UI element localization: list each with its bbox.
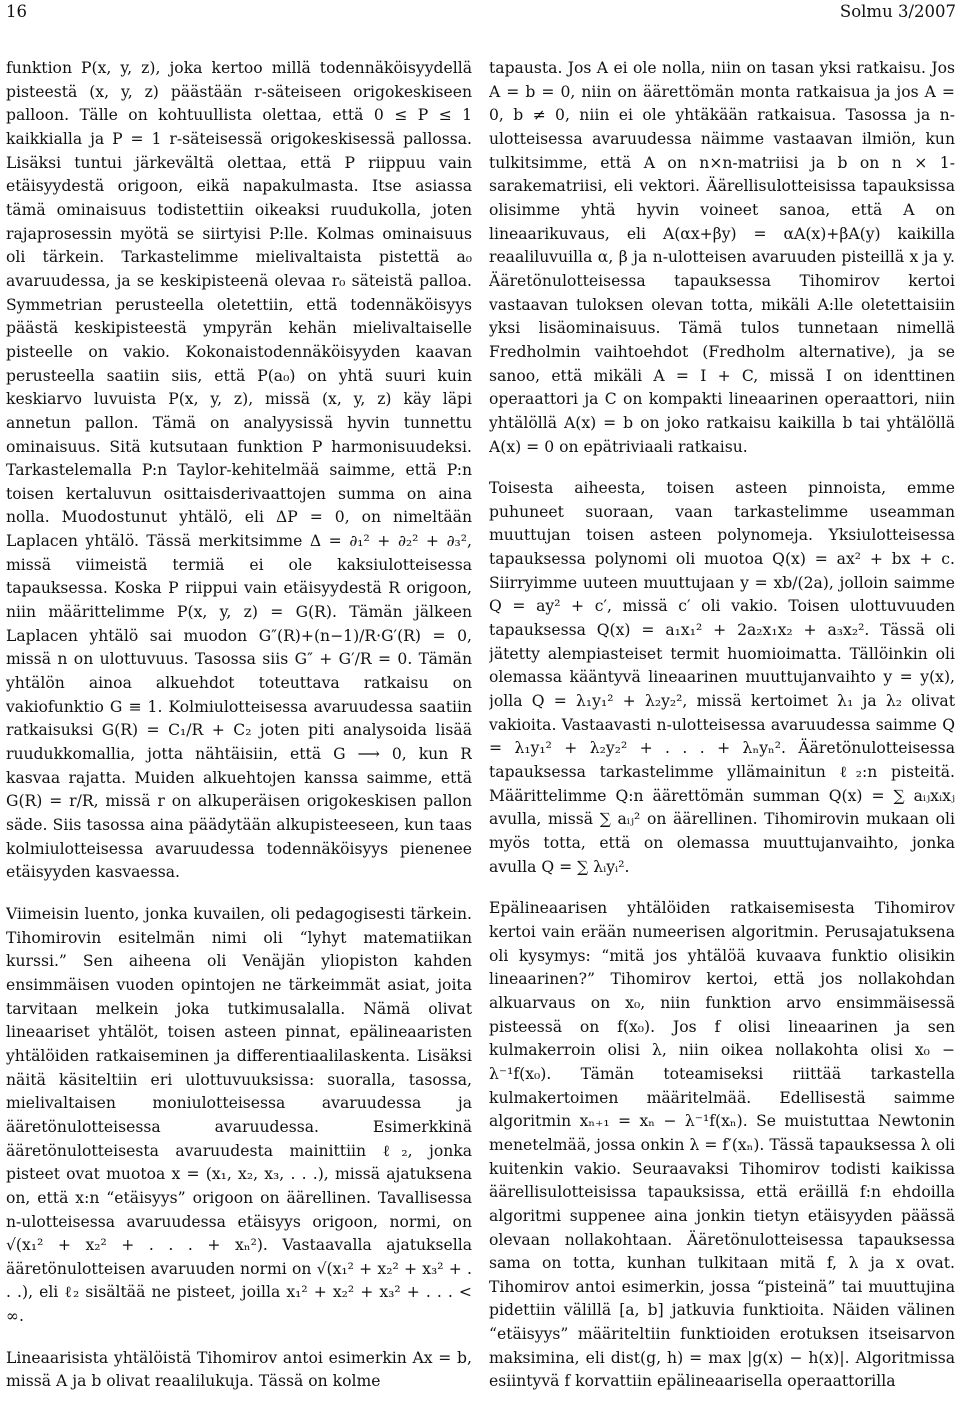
paragraph: Epälineaarisen yhtälöiden ratkaisemisesta Tihomirov kertoi vain erään numeerisen algoritmin. Perusajatuksena oli kysymys: “mitä jos yhtälöä kuvaava funktio olisikin lineaarinen?” Tihomirov kertoi, että jos nollakohdan alkuarvaus on x₀, niin funktion arvo ensimmäisessä pisteessä on f(x₀). Jos f olisi lineaarinen ja sen kulmakerroin olisi λ, niin oikea nollakohta olisi x₀ − λ⁻¹f(x₀). Tämän toteamiseksi riittää tarkastella kulmakertoimen määritelmää. Edellisestä saimme algoritmin xₙ₊₁ = xₙ − λ⁻¹f(xₙ). Se muistuttaa Newtonin menetelmää, jossa onkin λ = f′(xₙ). Tässä tapauksessa λ oli kuitenkin vakio. Seuraavaksi Tihomirov todisti kaikissa äärellisulotteisissa tapauksissa, että eräillä f:n ehdoilla algoritmi suppenee aina jonkin tietyn etäisyyden päässä olevaan nollakohtaan. Ääretönulotteisessa tapauksessa sama on totta, kunhan tulkitaan mitä f, λ ja x ovat. Tihomirov antoi esimerkin, jossa “pisteinä” tai muuttujina pidettiin välillä [a, b] jatkuvia funktioita. Näiden välinen “etäisyys” määriteltiin funktioiden erotuksen itseisarvon maksimina, eli dist(g, h) = max |g(x) − h(x)|. Algoritmissa esiintyvä f korvattiin epälineaarisella operaattorilla bbox=[489, 899, 955, 1391]
paragraph: Lineaarisista yhtälöistä Tihomirov antoi esimerkin Ax = b, missä A ja b olivat reaalilukuja. Tässä on kolme bbox=[6, 1348, 472, 1391]
journal-issue: Solmu 3/2007 bbox=[839, 2, 956, 21]
left-column bbox=[6, 57, 472, 1423]
paragraph: funktion P(x, y, z), joka kertoo millä todennäköisyydellä pisteestä (x, y, z) päästään r-säteiseen origokeskiseen palloon. Tälle on kohtuullista olettaa, että 0 ≤ P ≤ 1 kaikkialla ja P = 1 r-säteisessä origokeskisessä pallossa. Lisäksi tuntui järkevältä olettaa, että P riippuu vain etäisyydestä origoon, eikä napakulmasta. Itse asiassa tämä ominaisuus todistettiin oikeaksi ruudukolla, joten rajaprosessin myötä se siirtyisi P:lle. Kolmas ominaisuus oli tärkein. Tarkastelimme mielivaltaista pistettä a₀ avaruudessa, ja se keskipisteenä olevaa r₀ säteistä palloa. Symmetrian perusteella oletettiin, että todennäköisyys päästä keskipisteestä ympyrän kehän mielivaltaiselle pisteelle on vakio. Kokonaistodennäköisyyden kaavan perusteella saatiin siis, että P(a₀) on yhtä suuri kuin keskiarvo luvuista P(x, y, z), missä (x, y, z) käy läpi annetun pallon. Tämä on analyysissä hyvin tunnettu ominaisuus. Sitä kutsutaan funktion P harmonisuudeksi. Tarkastelemalla P:n Taylor-kehitelmää saimme, että P:n toisen kertaluvun osittaisderivaattojen summa on aina nolla. Muodostunut yhtälö, eli ΔP = 0, on nimeltään Laplacen yhtälö. Tässä merkitsimme Δ = ∂₁² + ∂₂² + ∂₃², missä viimeistä termiä ei ole kaksiulotteisessa tapauksessa. Koska P riippui vain etäisyydestä R origoon, niin määrittelimme P(x, y, z) = G(R). Tämän jälkeen Laplacen yhtälö sai muodon G″(R)+(n−1)/R·G′(R) = 0, missä n on ulottuvuus. Tasossa siis G″ + G′/R = 0. Tämän yhtälön ainoa alkuehdot toteuttava ratkaisu on vakiofunktio G ≡ 1. Kolmiulotteisessa avaruudessa saatiin ratkaisuksi G(R) = C₁/R + C₂ joten piti analysoida lisää ruudukkomallia, jotta nähtäisiin, että G ⟶ 0, kun R kasvaa rajatta. Muiden alkuehtojen kanssa saimme, että G(R) = r/R, missä r on alkuperäisen origokeskisen pallon säde. Siis tasossa aina päädytään alkupisteeseen, kun taas kolmiulotteisessa avaruudessa todennäköisyys pienenee etäisyyden kasvaessa. bbox=[6, 59, 472, 882]
page-header bbox=[0, 0, 960, 40]
paragraph: Viimeisin luento, jonka kuvailen, oli pedagogisesti tärkein. Tihomirovin esitelmän nimi oli “lyhyt matematiikan kurssi.” Sen aiheena oli Venäjän yliopiston kahden ensimmäisen vuoden opintojen ne tärkeimmät asiat, joita tarvitaan melkein joka tutkimusalalla. Nämä olivat lineaariset yhtälöt, toisen asteen pinnat, epälineaaristen yhtälöiden ratkaiseminen ja differentiaalilaskenta. Lisäksi näitä käsiteltiin eri ulottuvuuksissa: suoralla, tasossa, mielivaltaisen moniulotteisessa avaruudessa ja ääretönulotteisessa avaruudessa. Esimerkkinä ääretönulotteisesta avaruudesta mainittiin ℓ₂, jonka pisteet ovat muotoa x = (x₁, x₂, x₃, . . .), missä ajatuksena on, että x:n “etäisyys” origoon on äärellinen. Tavallisessa n-ulotteisessa avaruudessa etäisyys origoon, normi, on √(x₁² + x₂² + . . . + xₙ²). Vastaavalla ajatuksella ääretönulotteisen avaruuden normi on √(x₁² + x₂² + x₃² + . . .), eli ℓ₂ sisältää ne pisteet, joilla x₁² + x₂² + x₃² + . . . < ∞. bbox=[6, 904, 472, 1326]
right-column bbox=[489, 57, 955, 1423]
page-number: 16 bbox=[6, 2, 27, 21]
paragraph: tapausta. Jos A ei ole nolla, niin on tasan yksi ratkaisu. Jos A = b = 0, niin on äärettömän monta ratkaisua ja jos A = 0, b ≠ 0, niin ei ole yhtäkään ratkaisua. Tasossa ja n-ulotteisessa avaruudessa näimme vastaavan ilmiön, kun tulkitsimme, että A on n×n-matriisi ja b on n × 1-sarakematriisi, eli vektori. Äärellisulotteisissa tapauksissa olisimme yhtä hyvin voineet sanoa, että A on lineaarikuvaus, eli A(αx+βy) = αA(x)+βA(y) kaikilla reaaliluvuilla α, β ja n-ulotteisen avaruuden pisteillä x ja y. Ääretönulotteisessa tapauksessa Tihomirov kertoi vastaavan tuloksen olevan totta, mikäli A:lle oletettaisiin yksi lisäominaisuus. Tämä tulos tunnetaan nimellä Fredholmin vaihtoehdot (Fredholm alternative), ja se sanoo, että mikäli A = I + C, missä I on identtinen operaattori ja C on kompakti lineaarinen operaattori, niin yhtälöllä A(x) = b on joko ratkaisu kaikilla b tai yhtälöllä A(x) = 0 on epätriviaali ratkaisu. bbox=[489, 59, 955, 456]
paragraph: Toisesta aiheesta, toisen asteen pinnoista, emme puhuneet suoraan, vaan tarkastelimme useamman muuttujan toisen asteen polynomeja. Yksiulotteisessa tapauksessa polynomi oli muotoa Q(x) = ax² + bx + c. Siirryimme uuteen muuttujaan y = xb/(2a), jolloin saimme Q = ay² + c′, missä c′ oli vakio. Toisen ulottuvuuden tapauksessa Q(x) = a₁x₁² + 2a₂x₁x₂ + a₃x₂². Tässä oli jätetty alempiasteiset termit huomioimatta. Tällöinkin oli olemassa kääntyvä lineaarinen muuttujanvaihto y = y(x), jolla Q = λ₁y₁² + λ₂y₂², missä kertoimet λ₁ ja λ₂ olivat vakioita. Vastaavasti n-ulotteisessa avaruudessa saimme Q = λ₁y₁² + λ₂y₂² + . . . + λₙyₙ². Ääretönulotteisessa tapauksessa tarkastelimme yllämainitun ℓ₂:n pisteitä. Määrittelimme Q:n äärettömän summan Q(x) = ∑ aᵢⱼxᵢxⱼ avulla, missä ∑ aᵢⱼ² on äärellinen. Tihomirovin mukaan oli myös totta, että on olemassa muuttujanvaihto, jonka avulla Q = ∑ λᵢyᵢ². bbox=[489, 479, 955, 876]
